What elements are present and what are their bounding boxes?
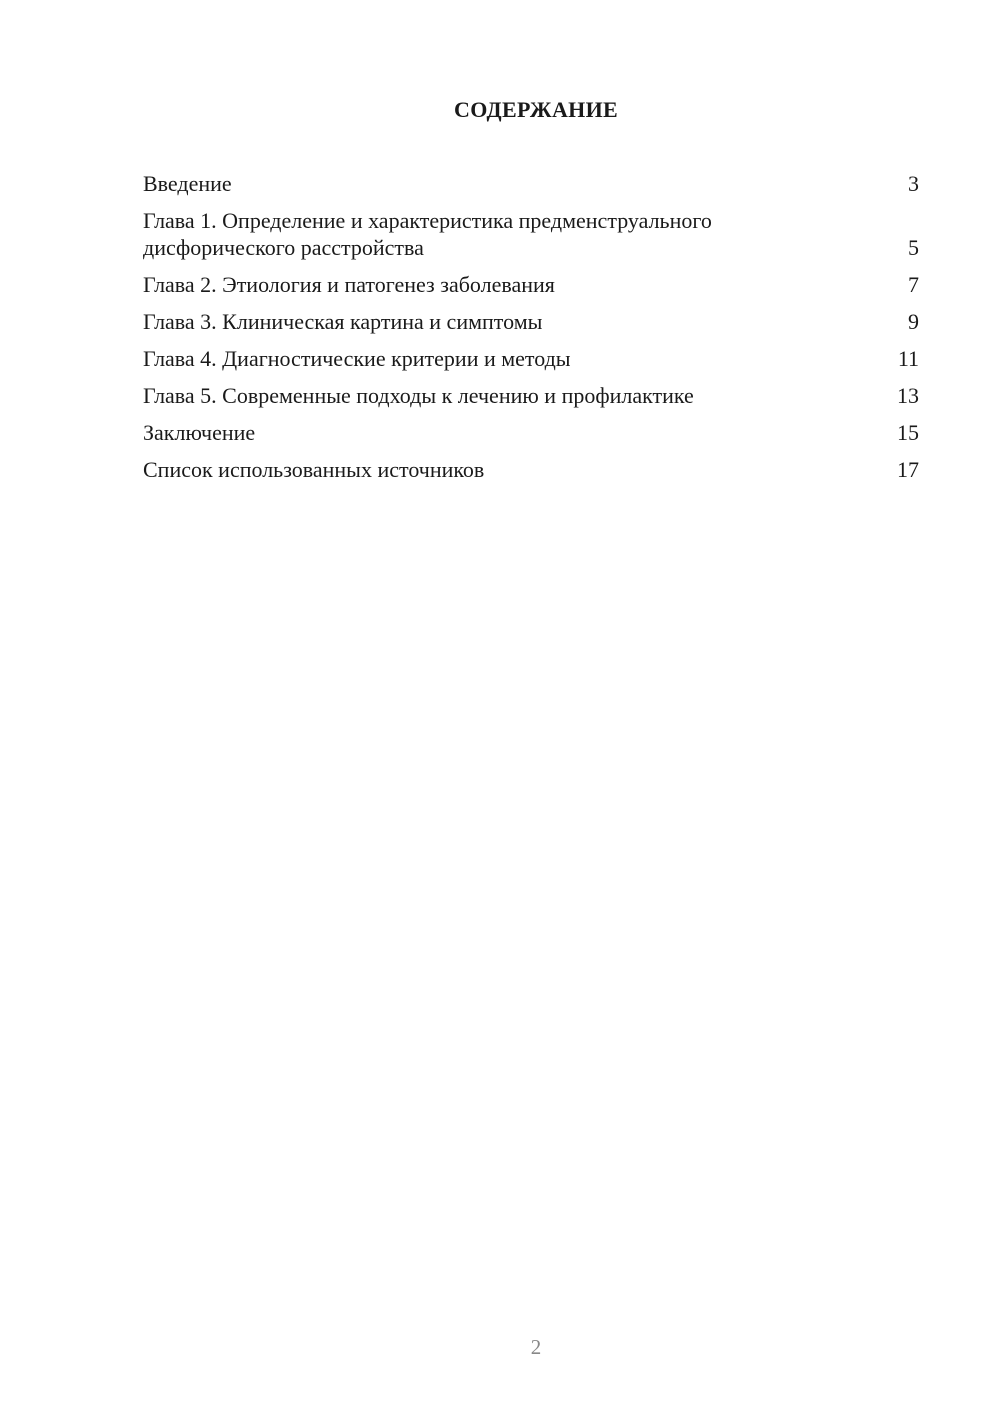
toc-entry-chapter-1[interactable] xyxy=(143,207,919,261)
toc-entry-page: 9 xyxy=(908,309,919,334)
toc-entry-page: 7 xyxy=(908,272,919,297)
toc-entry-page: 5 xyxy=(908,235,919,260)
toc-entry-page: 17 xyxy=(897,457,919,482)
table-of-contents xyxy=(143,170,919,493)
toc-entry-label: Список использованных источников xyxy=(143,457,485,482)
toc-entry-page: 15 xyxy=(897,420,919,445)
toc-entry-references[interactable] xyxy=(143,456,919,483)
toc-entry-chapter-5[interactable] xyxy=(143,382,919,409)
toc-entry-page: 11 xyxy=(897,346,919,371)
toc-entry-chapter-2[interactable] xyxy=(143,271,919,298)
toc-entry-label: Глава 4. Диагностические критерии и методы xyxy=(143,346,571,371)
toc-entry-page: 3 xyxy=(908,171,919,196)
toc-entry-chapter-3[interactable] xyxy=(143,308,919,335)
toc-entry-label: Заключение xyxy=(143,420,256,445)
toc-entry-introduction[interactable] xyxy=(143,170,919,197)
toc-entry-label: Глава 3. Клиническая картина и симптомы xyxy=(143,309,543,334)
toc-entry-conclusion[interactable] xyxy=(143,419,919,446)
toc-entry-label: Введение xyxy=(143,171,232,196)
toc-entry-chapter-4[interactable] xyxy=(143,345,919,372)
footer-page-number: 2 xyxy=(530,1335,542,1359)
toc-title: СОДЕРЖАНИЕ xyxy=(454,97,618,122)
toc-entry-label: Глава 2. Этиология и патогенез заболевания xyxy=(143,272,555,297)
toc-entry-page: 13 xyxy=(897,383,919,408)
toc-entry-label: Глава 5. Современные подходы к лечению и профилактике xyxy=(143,383,694,408)
toc-entry-label: Глава 1. Определение и характеристика предменструального дисфорического расстройства xyxy=(143,208,712,260)
